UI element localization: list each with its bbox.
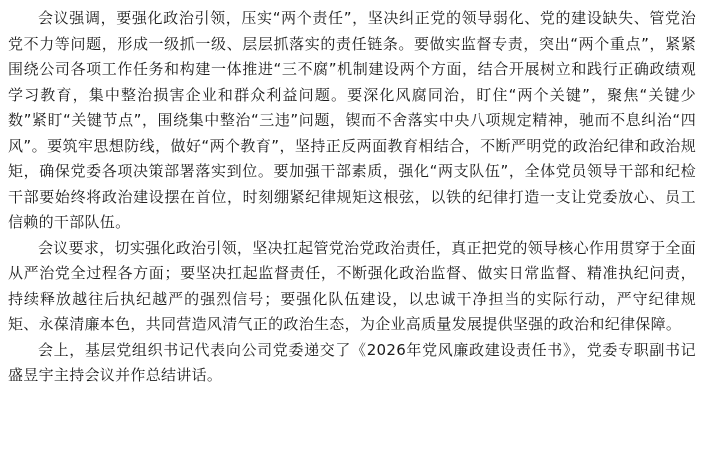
paragraph-meeting-emphasis: 会议强调，要强化政治引领，压实“两个责任”，坚决纠正党的领导弱化、党的建设缺失、管党治党不力等问题，形成一级抓一级、层层抓落实的责任链条。要做实监督专责，突出“两个重点”，紧紧围绕公司各项工作任务和构建一体推进“三不腐”机制建设两个方面，结合开展树立和践行正确政绩观学习教育，集中整治损害企业和群众利益问题。要深化风腐同治，盯住“两个关键”，聚焦“关键少数”紧盯“关键节点”，围绕集中整治“三违”问题，锲而不舍落实中央八项规定精神，驰而不息纠治“四风”。要筑牢思想防线，做好“两个教育”，坚持正反两面教育相结合，不断严明党的政治纪律和政治规矩，确保党委各项决策部署落实到位。要加强干部素质，强化“两支队伍”，全体党员领导干部和纪检干部要始终将政治建设摆在首位，时刻绷紧纪律规矩这根弦，以铁的纪律打造一支让党委放心、员工信赖的干部队伍。	[8, 9, 696, 231]
article-body	[8, 6, 696, 389]
paragraph-meeting-requirements: 会议要求，切实强化政治引领，坚决扛起管党治党政治责任，真正把党的领导核心作用贯穿于全面从严治党全过程各方面；要坚决扛起监督责任，不断强化政治监督、做实日常监督、精准执纪问责，持续释放越往后执纪越严的强烈信号；要强化队伍建设，以忠诚干净担当的实际行动，严守纪律规矩、永葆清廉本色，共同营造风清气正的政治生态，为企业高质量发展提供坚强的政治和纪律保障。	[8, 238, 696, 333]
paragraph-meeting-closing: 会上，基层党组织书记代表向公司党委递交了《2026年党风廉政建设责任书》，党委专职副书记盛昱宇主持会议并作总结讲话。	[8, 340, 696, 384]
